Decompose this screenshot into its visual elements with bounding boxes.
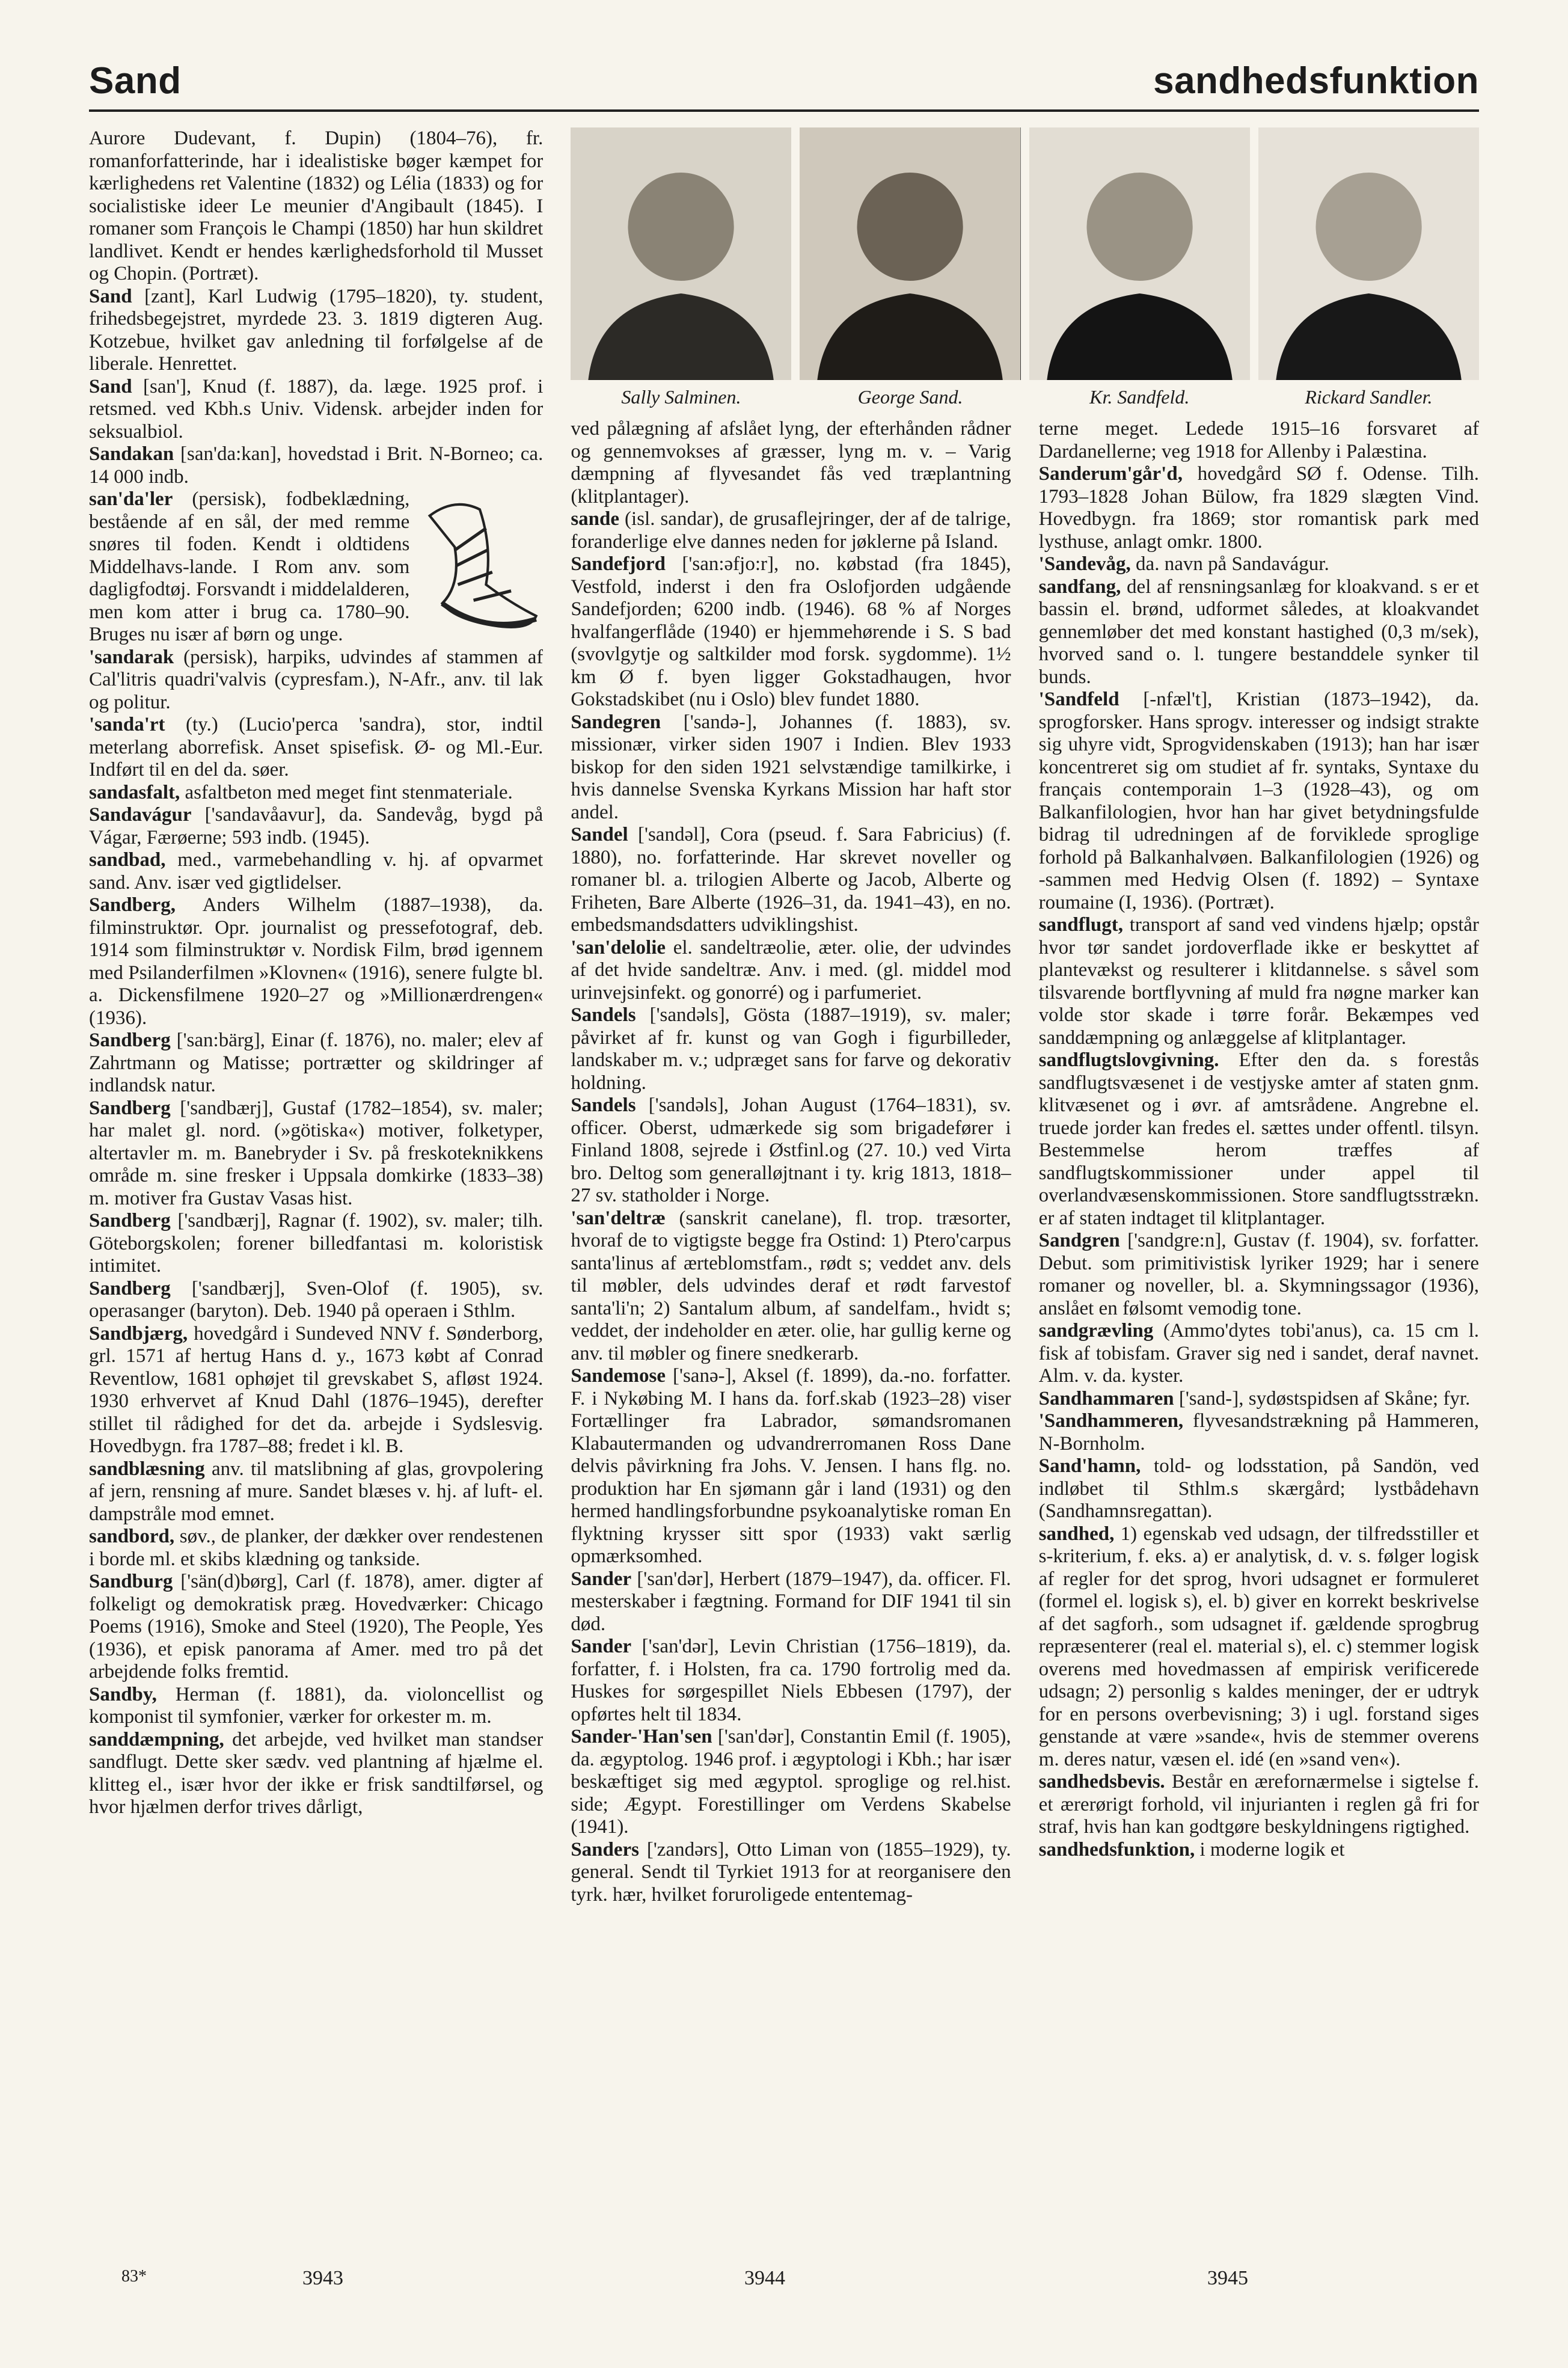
entry-headword: Sandberg: [89, 1277, 171, 1299]
dictionary-entry: [571, 1094, 1011, 1207]
dictionary-entry: [1039, 1320, 1479, 1388]
dictionary-entry: [571, 937, 1011, 1005]
dictionary-entry: [571, 1726, 1011, 1839]
entry-headword: Sander: [571, 1568, 632, 1590]
dictionary-entry: [89, 1097, 543, 1210]
entry-headword: Sandel: [571, 824, 628, 845]
entry-headword: Sandavágur: [89, 804, 192, 826]
entry-body: transport af sand ved vindens hjælp; opstår hvor tør sandet jordoverflade ikke er beskyttet af plantevækst og resulterer i klitdannelse. s såvel som tilsvarende bortflyvning af muld fra nøgne marker kan volde stor skade i tørre forår. Bekæmpes ved sanddæmpning og anlæggelse af klitplantager.: [1038, 914, 1479, 1049]
entry-headword: Sand: [89, 285, 132, 307]
entry-headword: Sandemose: [571, 1365, 666, 1387]
dictionary-entry: [571, 1568, 1011, 1636]
entry-headword: sandfang,: [1038, 575, 1121, 598]
entry-body: Efter den da. s forestås sandflugtsvæsenet i de vestjyske amter af staten gnm. klitvæsenet og i øvr. af amtsrådene. Angrebne el. truede jorder kan fredes el. sættes under offentl. tilsyn. Bestemmelse herom træffes af sandflugtskommissioner under appel til overlandvæsenskommissionen. Store sandflugtsstrækn. er af staten indtaget til klitplantager.: [1038, 1049, 1479, 1229]
entry-body: ['sandavåavur], da. Sandevåg, bygd på Vágar, Færøerne; 593 indb. (1945).: [89, 804, 544, 848]
entry-headword: sandflugtslovgivning.: [1038, 1049, 1219, 1071]
entry-headword: Sander-'Han'sen: [571, 1726, 712, 1747]
entry-headword: sandbord,: [89, 1526, 175, 1547]
entry-headword: Sandhammaren: [1038, 1387, 1174, 1409]
entry-body: ['sandbærj], Gustaf (1782–1854), sv. maler; har malet gl. nord. (»götiska«) motiver, folketyper, altertavler m. m. Banebryder i Sv. på freskoteknikkens område m. sine fresker i Uppsala domkirke (1833–38) m. motiver fra Gustav Vasas hist.: [89, 1097, 544, 1209]
entry-headword: san'da'ler: [89, 488, 173, 510]
dictionary-entry: [1039, 1410, 1479, 1455]
entry-headword: Sandberg: [89, 1029, 171, 1051]
entry-headword: Sandakan: [89, 443, 174, 465]
dictionary-entry: [89, 1210, 543, 1278]
entry-body: Aurore Dudevant, f. Dupin) (1804–76), fr. romanforfatterinde, har i idealistiske bøger kæmpet for kærlighedens ret Valentine (1832) og Lélia (1833) og for socialistiske ideer Le meunier d'Angibault (1845). I romaner som François le Champi (1850) har hun skildret landlivet. Kendt er hendes kærlighedsforhold til Musset og Chopin. (Portræt).: [89, 127, 544, 284]
columns: [89, 127, 1479, 2178]
entry-headword: Sandberg: [89, 1210, 171, 1232]
page-number-middle: 3944: [744, 2267, 785, 2289]
dictionary-entry: [571, 1636, 1011, 1726]
dictionary-entry: [571, 1839, 1011, 1907]
dictionary-entry: [571, 1207, 1011, 1366]
page-number-right: 3945: [1207, 2267, 1248, 2289]
entry-body: (Ammo'dytes tobi'anus), ca. 15 cm l. fisk af tobisfam. Graver sig ned i sandet, deraf navnet. Alm. v. da. kyster.: [1038, 1320, 1479, 1387]
dictionary-entry: [89, 488, 543, 646]
entry-body: (isl. sandar), de grusaflejringer, der af de talrige, foranderlige elve dannes neden for jøklerne på Island.: [571, 508, 1011, 553]
dictionary-entry: [89, 1278, 543, 1323]
entry-headword: 'Sandfeld: [1038, 689, 1119, 710]
entry-body: del af rensningsanlæg for kloakvand. s er et bassin el. brønd, udformet således, at kloakvandet gennemløber det med konstant hastighed (0,3 m/sek), hvorved sand o. l. tungere bestanddele synker til bunds.: [1038, 575, 1479, 688]
page-number-left: 3943: [302, 2267, 343, 2289]
dictionary-entry: [89, 1526, 543, 1571]
dictionary-entry: [89, 714, 543, 782]
column-right: [1039, 418, 1479, 2178]
portrait-silhouette: [1258, 127, 1479, 380]
entry-headword: Sandgren: [1038, 1230, 1120, 1251]
entry-body: ['san'dər], Herbert (1879–1947), da. officer. Fl. mesterskaber i fægtning. Formand for DIF 1941 til sin død.: [571, 1568, 1011, 1635]
dictionary-entry: [89, 1571, 543, 1684]
entry-headword: 'Sandhammeren,: [1038, 1410, 1184, 1432]
dictionary-entry: [89, 443, 543, 488]
entry-body: anv. til matslibning af glas, grovpolering af jern, rensning af mure. Sandet blæses v. hj. af luft- el. dampstråle mod emnet.: [89, 1458, 544, 1525]
dictionary-entry: [89, 376, 543, 444]
entry-body: da. navn på Sandavágur.: [1130, 553, 1329, 575]
dictionary-entry: [1039, 1771, 1479, 1839]
sandal-illustration: [417, 491, 543, 641]
dictionary-entry: [89, 782, 543, 805]
dictionary-entry: [571, 1365, 1011, 1568]
dictionary-entry: [571, 418, 1011, 508]
portrait-silhouette: [800, 127, 1020, 380]
dictionary-entry: [571, 711, 1011, 824]
entry-body: (persisk), harpiks, udvindes af stammen af Cal'litris quadri'valvis (cypresfam.), N-Afr., anv. til lak og politur.: [89, 646, 544, 713]
entry-headword: Sander: [571, 1636, 632, 1657]
dictionary-entry: [89, 804, 543, 849]
portrait: [800, 127, 1020, 408]
entry-headword: sandhed,: [1038, 1523, 1115, 1545]
entry-body: hovedgård i Sundeved NNV f. Sønderborg, grl. 1571 af hertug Hans d. y., 1673 købt af Conrad Reventlow, 1681 ophøjet til grevskabet S, afløst 1924. 1930 erhvervet af Knud Dahl (1876–1945), derefter stillet til rådighed for det da. arbejde i Sydslesvig. Hovedbygn. fra 1787–88; fredet i kl. B.: [89, 1322, 544, 1457]
dictionary-entry: [89, 849, 543, 894]
entry-headword: 'sanda'rt: [89, 714, 165, 735]
column-right-group: [571, 127, 1479, 2178]
entry-headword: sandbad,: [89, 849, 166, 871]
dictionary-entry: [1039, 689, 1479, 914]
dictionary-entry: [89, 1323, 543, 1458]
dictionary-entry: [571, 553, 1011, 711]
dictionary-entry: [1039, 1523, 1479, 1771]
entry-body: told- og lodsstation, på Sandön, ved indløbet til Sthlm.s skærgård; lystbådehavn (Sandhamnsregattan).: [1038, 1455, 1479, 1522]
entry-body: ['san'dər], Constantin Emil (f. 1905), da. ægyptolog. 1946 prof. i ægyptologi i Kbh.; har især beskæftiget sig med ægyptol. sproglige og rel.hist. side; Ægypt. Forestillinger om Verdens Skabelse (1941).: [571, 1726, 1011, 1838]
dictionary-entry: [89, 1729, 543, 1819]
signature-marker: 83*: [121, 2267, 147, 2286]
portrait-caption: Kr. Sandfeld.: [1089, 386, 1190, 408]
entry-body: ['sän(d)børg], Carl (f. 1878), amer. digter af folkeligt og demokratisk præg. Hovedværker: Chicago Poems (1916), Smoke and Steel (1920), The People, Yes (1936), et episk panorama af Amer. med tro på det arbejdende folks fremtid.: [89, 1571, 544, 1682]
entry-body: asfaltbeton med meget fint stenmateriale.: [180, 781, 513, 803]
portrait: [1029, 127, 1250, 408]
entry-body: (persisk), fodbeklædning, bestående af en sål, der med remme snøres til foden. Kendt i oldtidens Middelhavs-lande. I Rom anv. som dagligfodtøj. Forsvandt i middelalderen, men kom atter i brug ca. 1780–90. Bruges nu især af børn og unge.: [89, 488, 410, 645]
entry-headword: 'san'deltræ: [571, 1207, 666, 1229]
portrait-caption: Rickard Sandler.: [1305, 386, 1433, 408]
entry-headword: Sandels: [571, 1094, 636, 1116]
entry-body: det arbejde, ved hvilket man standser sandflugt. Dette sker sædv. ved plantning af hjælme el. klitteg el., især hvor der ikke er frisk sandtilførsel, og hvor hjælmen derfor trives dårligt,: [89, 1728, 544, 1818]
dictionary-entry: [1039, 553, 1479, 576]
dictionary-entry: [571, 508, 1011, 553]
entry-body: ved pålægning af afslået lyng, der efterhånden rådner og gennemvokses af græsser, lyng m. v. – Varig dæmpning af flyvesandet fås ved træplantning (klitplantager).: [571, 418, 1011, 508]
entry-body: [san'], Knud (f. 1887), da. læge. 1925 prof. i retsmed. ved Kbh.s Univ. Vidensk. arbejder inden for seksualbiol.: [89, 375, 544, 443]
entry-headword: Sanderum'går'd,: [1038, 463, 1183, 485]
entry-body: ['sanə-], Aksel (f. 1899), da.-no. forfatter. F. i Nykøbing M. I hans da. forf.skab (1923–28) viser Fortællinger fra Labrador, sømandsromanen Klabautermanden og udvandrerromanen Ross Dane delvis påvirkning fra Johs. V. Jensen. I hans flg. no. produktion har En sjømann går i land (1931) og den hermed handlingsforbundne psykoanalytiske roman En flyktning krysser sitt spor (1933) vakt særlig opmærksomhed.: [571, 1365, 1011, 1567]
dictionary-entry: [1039, 1455, 1479, 1523]
page-header: [89, 42, 1479, 112]
entry-headword: sande: [571, 508, 620, 530]
entry-body: 1) egenskab ved udsagn, der tilfredsstiller et s-kriterium, f. eks. a) er analytisk, d. v. s. følger logisk af regler for det sprog, hvori udsagnet er formuleret (formel el. logisk s), el. b) giver en korrekt beskrivelse af det sagforh., som udsagnet if. gældende sprogbrug repræsenterer (real el. material s), el. c) stemmer logisk overens med hovedmassen af empirisk verificerede udsagn; 2) personlig s kaldes meninger, der er udtryk for en persons overbevisning; 3) i ugl. forstand siges genstande at være »sande«, hvis de stemmer overens m. deres natur, væsen el. idé (en »sand ven«).: [1038, 1523, 1479, 1770]
dictionary-entry: [89, 646, 543, 714]
dictionary-entry: [1039, 1230, 1479, 1320]
entry-headword: Sandegren: [571, 711, 661, 733]
entry-body: [san'da:kan], hovedstad i Brit. N-Borneo; ca. 14 000 indb.: [89, 443, 544, 488]
dictionary-entry: [89, 1029, 543, 1097]
entry-body: søv., de planker, der dækker over rendestenen i borde ml. et skibs klædning og tankside.: [89, 1526, 544, 1570]
entry-body: [-nfæl't], Kristian (1873–1942), da. sprogforsker. Hans sprogv. interesser og indsigt strakte sig uhyre vidt, Sprogvidenskaben (1913); han har især koncentreret sig om studiet af fr. syntaks, Syntaxe du français contemporain 1–3 (1928–43), og om Balkanfilologien, hvor han har givet betydningsfulde bidrag til udredningen af de forviklede sproglige forhold på Balkanhalvøen. Balkanfilologien (1926) og -sammen med Hedvig Olsen (f. 1892) – Syntaxe roumaine (I, 1936). (Portræt).: [1038, 689, 1479, 913]
portrait-silhouette: [1029, 127, 1250, 380]
dictionary-entry: [89, 1684, 543, 1729]
entry-body: ['sandbærj], Sven-Olof (f. 1905), sv. operasanger (baryton). Deb. 1940 på operaen i Sthlm.: [89, 1277, 544, 1322]
entry-body: ['sandəl], Cora (pseud. f. Sara Fabricius) (f. 1880), no. forfatterinde. Har skrevet noveller og romaner bl. a. trilogien Alberte og Jacob, Alberte og Friheten, Bare Alberte (1926–31, da. 1941–43), en no. embedsmandsdatters udviklingshist.: [571, 824, 1011, 936]
portrait-photo: [571, 127, 791, 380]
entry-headword: sandgrævling: [1038, 1320, 1154, 1342]
entry-body: Herman (f. 1881), da. violoncellist og komponist til symfonier, værker for orkester m. m.: [89, 1683, 544, 1728]
entry-body: [zant], Karl Ludwig (1795–1820), ty. student, frihedsbegejstret, myrdede 23. 3. 1819 digteren Aug. Kotzebue, hvilket gav anledning til forfølgelse af de liberale. Henrettet.: [89, 285, 544, 375]
column-left: [89, 127, 543, 2178]
entry-headword: Sandburg: [89, 1571, 173, 1592]
portrait-photo: [1258, 127, 1479, 380]
entry-headword: sanddæmpning,: [89, 1728, 224, 1750]
entry-headword: 'Sandevåg,: [1038, 553, 1131, 575]
entry-headword: Sandbjærg,: [89, 1322, 188, 1345]
entry-body: ['sandəls], Gösta (1887–1919), sv. maler; påvirket af fr. kunst og van Gogh i figurbilleder, landskaber m. v.; udpræget sans for farve og dekorativ holdning.: [571, 1004, 1011, 1094]
dictionary-entry: [1039, 463, 1479, 553]
portrait-caption: George Sand.: [857, 386, 963, 408]
dictionary-entry: [89, 286, 543, 376]
dictionary-entry: [1039, 576, 1479, 689]
entry-headword: sandasfalt,: [89, 781, 180, 803]
entry-body: Består en ærefornærmelse i sigtelse f. et ærerørigt forhold, vil injurianten i reglen gå fri for straf, hvis han kan godtgøre beskyldningens rigtighed.: [1038, 1771, 1479, 1838]
entry-body: med., varmebehandling v. hj. af opvarmet sand. Anv. især ved gigtlidelser.: [89, 849, 544, 894]
dictionary-entry: [89, 127, 543, 286]
entry-headword: Sandberg,: [89, 894, 176, 916]
dictionary-entry: [89, 894, 543, 1029]
portrait: [1258, 127, 1479, 408]
entry-body: (ty.) (Lucio'perca 'sandra), stor, indtil meterlang aborrefisk. Anset spisefisk. Ø- og Ml.-Eur. Indført til en del da. søer.: [89, 714, 544, 781]
dictionary-entry: [571, 824, 1011, 937]
dictionary-entry: [1039, 1049, 1479, 1230]
header-left-word: Sand: [89, 60, 182, 102]
dictionary-entry: [1039, 418, 1479, 463]
column-middle: [571, 418, 1011, 2178]
header-right-word: sandhedsfunktion: [1153, 60, 1479, 102]
entry-headword: Sandberg: [89, 1097, 171, 1119]
entry-body: ['san:bärg], Einar (f. 1876), no. maler; elev af Zahrtmann og Matisse; portrætter og skildringer af indlandsk natur.: [89, 1029, 544, 1096]
entry-headword: sandhedsbevis.: [1038, 1771, 1165, 1793]
portrait-photo: [800, 127, 1020, 380]
entry-body: ['sandgre:n], Gustav (f. 1904), sv. forfatter. Debut. som primitivistisk lyriker 1929; har i senere romaner og noveller, bl. a. Skymningssagor (1936), anslået en følsomt vemodig tone.: [1038, 1230, 1479, 1319]
dictionary-entry: [89, 1458, 543, 1526]
entry-headword: Sand: [89, 375, 132, 397]
entry-headword: Sandby,: [89, 1683, 157, 1705]
portrait-photo: [1029, 127, 1250, 380]
page-footer: [89, 2267, 1479, 2303]
entry-body: ['san:əfjo:r], no. købstad (fra 1845), Vestfold, inderst i den fra Oslofjorden udgående Sandefjorden; 6200 indb. (1946). 68 % af Norges hvalfangerflåde (1940) er hjemmehørende i S. S bad (svovlgytje og saltkilder mod forsk. sygdomme). 1½ km Ø f. byen ligger Gokstadhaugen, hvor Gokstadskibet (nu i Oslo) blev fundet 1880.: [571, 553, 1011, 710]
entry-body: Anders Wilhelm (1887–1938), da. filminstruktør. Opr. journalist og pressefotograf, deb. 1914 som filminstruktør v. Nordisk Film, brød igennem med Psilanderfilmen »Klovnen« (1916), senere fulgte bl. a. Dickensfilmene 1920–27 og »Millionærdrengen« (1936).: [89, 894, 544, 1029]
entry-body: flyvesandstrækning på Hammeren, N-Bornholm.: [1038, 1410, 1479, 1455]
entry-body: ['sand-], sydøstspidsen af Skåne; fyr.: [1174, 1387, 1471, 1409]
entry-headword: sandflugt,: [1038, 914, 1123, 936]
portrait: [571, 127, 791, 408]
entry-body: terne meget. Ledede 1915–16 forsvaret af Dardanellerne; veg 1918 for Allenby i Palæstina.: [1038, 418, 1479, 462]
entry-body: hovedgård SØ f. Odense. Tilh. 1793–1828 Johan Bülow, fra 1829 slægten Vind. Hovedbygn. fra 1869; stor romantisk park med lysthuse, anlagt omkr. 1800.: [1038, 463, 1479, 553]
entry-headword: Sand'hamn,: [1038, 1455, 1141, 1477]
dictionary-entry: [1039, 1388, 1479, 1411]
entry-body: ['sandə-], Johannes (f. 1883), sv. missionær, virker siden 1907 i Indien. Blev 1933 biskop for den siden 1921 selvstændige tamilkirke, i hvis dannelse Svenska Kyrkans Mission har haft stor andel.: [571, 711, 1011, 823]
entry-body: (sanskrit canelane), fl. trop. træsorter, hvoraf de to vigtigste begge fra Ostind: 1) Ptero'carpus santa'linus af ærteblomstfam., rødt s; veddet anv. dels til møbler, dels udvindes deraf et rødt farvestof santa'li'n; 2) Santalum album, af sandelfam., hvidt s; veddet, der indeholder en æter. olie, har gullig kerne og anv. til møbler og finere snedkerarb.: [571, 1207, 1011, 1364]
entry-headword: 'sandarak: [89, 646, 174, 668]
entry-body: ['sandbærj], Ragnar (f. 1902), sv. maler; tilh. Göteborgskolen; forener billedfantasi m. koloristisk intimitet.: [89, 1210, 544, 1277]
dictionary-entry: [1039, 1839, 1479, 1862]
entry-body: ['san'dər], Levin Christian (1756–1819), da. forfatter, f. i Holsten, fra ca. 1790 fortrolig med da. Huskes for sørgespillet Niels Ebbesen (1797), der opførtes helt til 1834.: [571, 1636, 1011, 1725]
entry-body: el. sandeltræolie, æter. olie, der udvindes af det hvide sandeltræ. Anv. i med. (gl. middel mod urinvejsinfekt. og gonorré) og i parfumeriet.: [571, 936, 1011, 1004]
entry-body: i moderne logik et: [1195, 1838, 1345, 1860]
portrait-gallery: [571, 127, 1479, 408]
entry-headword: Sandefjord: [571, 553, 666, 575]
dictionary-entry: [571, 1004, 1011, 1094]
portrait-silhouette: [571, 127, 791, 380]
entry-body: ['sandəls], Johan August (1764–1831), sv. officer. Oberst, udmærkede sig som brigadefører i Finland 1808, sejrede i Østfinl.og (27. 10.) ved Virta bro. Deltog som generalløjtnant i ty. krig 1813, 1818–27 sv. statholder i Norge.: [571, 1094, 1011, 1206]
entry-headword: sandhedsfunktion,: [1038, 1838, 1195, 1860]
entry-headword: Sandels: [571, 1004, 636, 1026]
entry-body: ['zandərs], Otto Liman von (1855–1929), ty. general. Sendt til Tyrkiet 1913 for at reorganisere den tyrk. hær, hvilket foruroligede ententemag-: [571, 1838, 1011, 1906]
entry-headword: 'san'delolie: [571, 936, 666, 959]
portrait-caption: Sally Salminen.: [621, 386, 741, 408]
entry-headword: sandblæsning: [89, 1458, 205, 1480]
dictionary-entry: [1039, 914, 1479, 1049]
sandal-drawing: [417, 491, 543, 641]
entry-headword: Sanders: [571, 1838, 640, 1860]
